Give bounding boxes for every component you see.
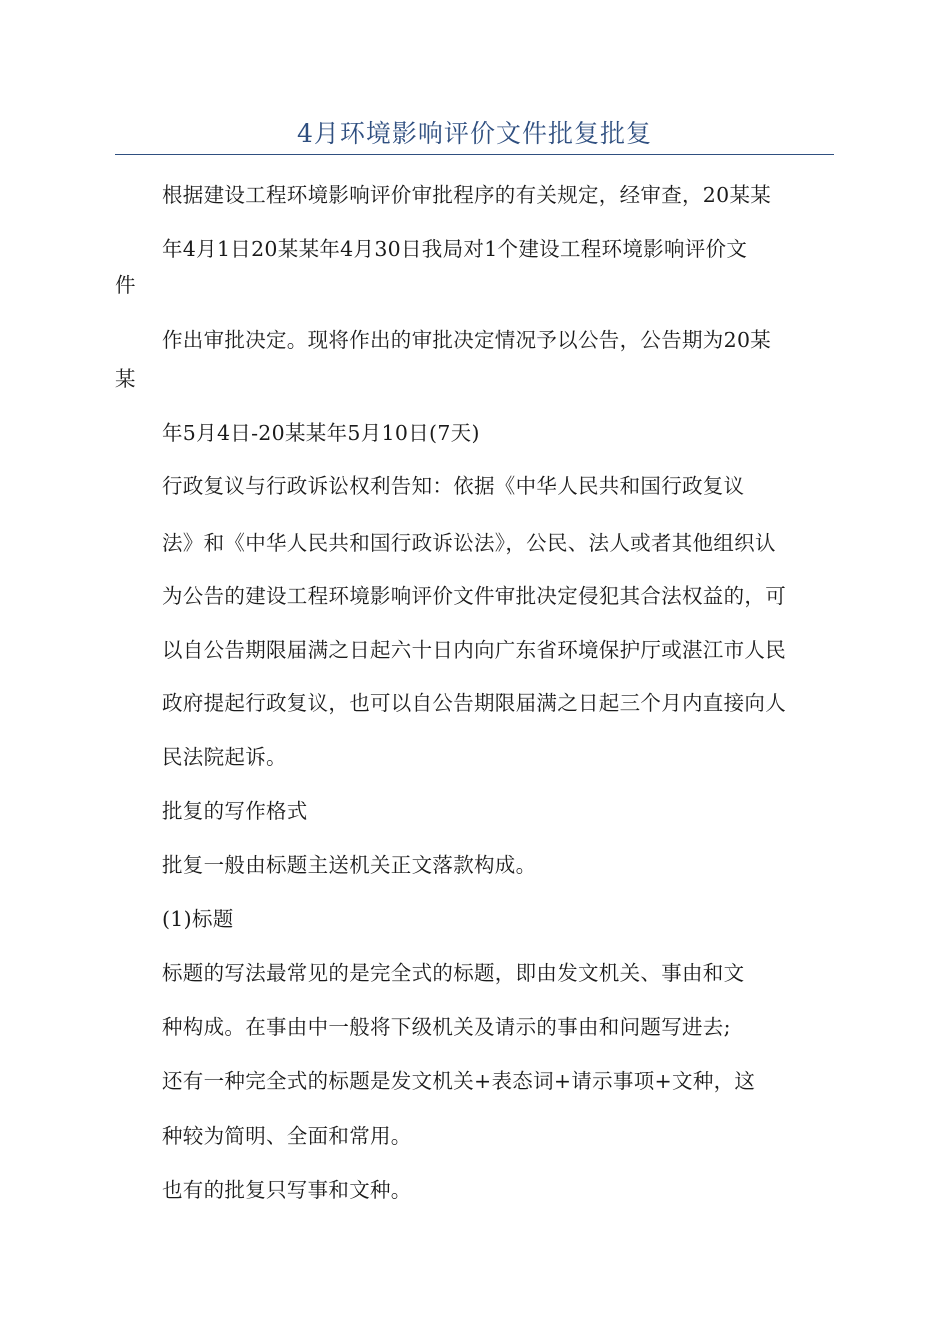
section-heading: 批复的写作格式 bbox=[162, 799, 308, 823]
body-line: 年5月4日-20某某年5月10日(7天) bbox=[162, 421, 480, 445]
subsection-heading: (1)标题 bbox=[162, 907, 234, 931]
body-line: 政府提起行政复议，也可以自公告期限届满之日起三个月内直接向人 bbox=[162, 691, 786, 715]
body-line: 以自公告期限届满之日起六十日内向广东省环境保护厅或湛江市人民 bbox=[162, 638, 786, 662]
body-line: 也有的批复只写事和文种。 bbox=[162, 1178, 412, 1202]
body-line: 行政复议与行政诉讼权利告知：依据《中华人民共和国行政复议 bbox=[162, 474, 745, 498]
title-underline bbox=[115, 154, 834, 155]
body-line: 某 bbox=[115, 367, 136, 391]
document-title: 4月环境影响评价文件批复批复 bbox=[297, 119, 652, 148]
body-line: 种较为简明、全面和常用。 bbox=[162, 1124, 412, 1148]
body-line: 件 bbox=[115, 273, 136, 297]
body-line: 民法院起诉。 bbox=[162, 745, 287, 769]
body-line: 标题的写法最常见的是完全式的标题，即由发文机关、事由和文 bbox=[162, 961, 745, 985]
body-line: 根据建设工程环境影响评价审批程序的有关规定，经审查，20某某 bbox=[162, 183, 772, 207]
body-line: 还有一种完全式的标题是发文机关+表态词+请示事项+文种，这 bbox=[162, 1069, 756, 1093]
body-line: 种构成。在事由中一般将下级机关及请示的事由和问题写进去; bbox=[162, 1015, 731, 1039]
body-line: 批复一般由标题主送机关正文落款构成。 bbox=[162, 853, 537, 877]
body-line: 法》和《中华人民共和国行政诉讼法》，公民、法人或者其他组织认 bbox=[162, 531, 776, 555]
body-line: 为公告的建设工程环境影响评价文件审批决定侵犯其合法权益的，可 bbox=[162, 584, 786, 608]
body-line: 年4月1日20某某年4月30日我局对1个建设工程环境影响评价文 bbox=[162, 237, 748, 261]
body-line: 作出审批决定。现将作出的审批决定情况予以公告，公告期为20某 bbox=[162, 328, 772, 352]
